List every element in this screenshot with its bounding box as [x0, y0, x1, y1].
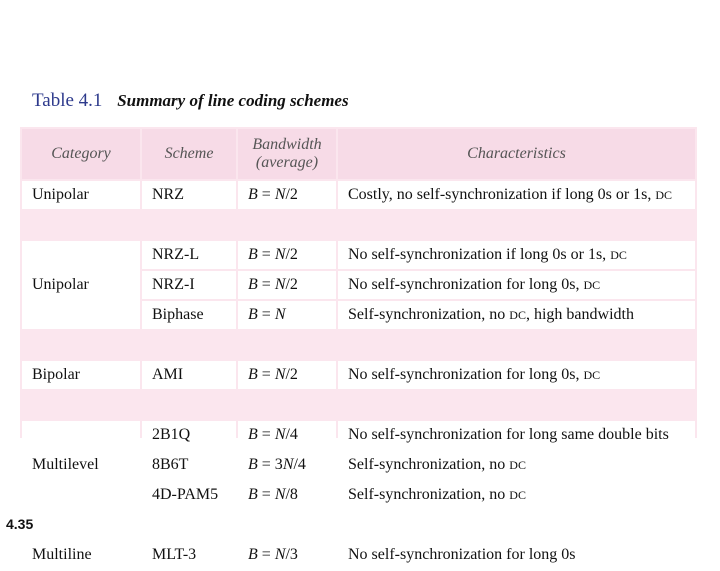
characteristics-cell — [338, 241, 695, 269]
characteristics-cell — [338, 181, 695, 209]
bandwidth-cell — [238, 541, 336, 569]
bw-eq: = — [257, 546, 275, 563]
bandwidth-cell — [238, 421, 336, 449]
table-number: Table 4.1 — [32, 90, 103, 111]
bw-eq: = — [257, 186, 275, 203]
category-cell: Bipolar — [22, 361, 140, 389]
bw-eq: = — [257, 366, 275, 383]
scheme-cell: 8B6T — [142, 451, 236, 479]
table-row — [22, 541, 695, 569]
dc-label: DC — [509, 458, 526, 472]
bw-var: N — [274, 246, 286, 263]
char-text: No self-synchronization for long same double bits — [348, 426, 669, 443]
bw-eq: = — [257, 246, 275, 263]
table-row — [22, 421, 695, 449]
bw-divisor: /2 — [285, 276, 298, 293]
bw-symbol: B — [248, 366, 258, 383]
table-row — [22, 181, 695, 209]
table-row — [22, 241, 695, 269]
bw-eq: = 3 — [257, 456, 283, 473]
bw-divisor: /4 — [293, 456, 306, 473]
group-separator — [22, 211, 695, 239]
bw-symbol: B — [248, 426, 258, 443]
bw-divisor: /2 — [285, 246, 298, 263]
header-scheme: Scheme — [142, 129, 236, 179]
bandwidth-cell — [238, 181, 336, 209]
bw-symbol: B — [248, 456, 258, 473]
bw-eq: = — [257, 276, 275, 293]
header-characteristics: Characteristics — [338, 129, 695, 179]
table-header-row — [22, 129, 695, 179]
scheme-cell: NRZ-I — [142, 271, 236, 299]
bandwidth-cell — [238, 271, 336, 299]
category-cell: Unipolar — [22, 241, 140, 329]
line-coding-table — [20, 127, 697, 571]
characteristics-cell — [338, 361, 695, 389]
dc-label: DC — [610, 248, 627, 262]
char-text: Self-synchronization, no — [348, 486, 506, 503]
dc-label: DC — [509, 308, 526, 322]
bw-symbol: B — [248, 276, 258, 293]
bw-divisor: /2 — [285, 186, 298, 203]
bw-eq: = — [257, 486, 275, 503]
scheme-cell: NRZ-L — [142, 241, 236, 269]
header-bandwidth — [238, 129, 336, 179]
group-separator — [22, 331, 695, 359]
header-category: Category — [22, 129, 140, 179]
bw-symbol: B — [248, 546, 258, 563]
bw-divisor: /8 — [285, 486, 298, 503]
bw-divisor: /3 — [285, 546, 298, 563]
char-after: , high bandwidth — [525, 306, 634, 323]
table-row — [22, 361, 695, 389]
characteristics-cell — [338, 541, 695, 569]
bw-var: N — [274, 486, 286, 503]
scheme-cell: NRZ — [142, 181, 236, 209]
characteristics-cell — [338, 481, 695, 509]
dc-label: DC — [509, 488, 526, 502]
bw-var: N — [274, 366, 286, 383]
characteristics-cell — [338, 301, 695, 329]
category-cell: Multilevel — [22, 421, 140, 509]
header-bandwidth-line2: (average) — [255, 154, 319, 171]
bandwidth-cell — [238, 301, 336, 329]
scheme-cell: 2B1Q — [142, 421, 236, 449]
char-text: Costly, no self-synchronization if long 0s or 1s, — [348, 186, 652, 203]
scheme-cell: AMI — [142, 361, 236, 389]
table-title: Summary of line coding schemes — [117, 91, 349, 110]
characteristics-cell — [338, 271, 695, 299]
char-text: Self-synchronization, no — [348, 306, 506, 323]
table-caption — [32, 90, 349, 112]
category-cell: Unipolar — [22, 181, 140, 209]
group-separator — [22, 391, 695, 419]
bandwidth-cell — [238, 241, 336, 269]
bandwidth-cell — [238, 361, 336, 389]
scheme-cell: 4D-PAM5 — [142, 481, 236, 509]
dc-label: DC — [583, 368, 601, 382]
group-separator — [22, 511, 695, 539]
slide-number: 4.35 — [6, 516, 34, 532]
scheme-cell: MLT-3 — [142, 541, 236, 569]
characteristics-cell — [338, 451, 695, 479]
characteristics-cell — [338, 421, 695, 449]
bw-symbol: B — [248, 306, 258, 323]
char-text: No self-synchronization if long 0s or 1s, — [348, 246, 607, 263]
dc-label: DC — [655, 188, 673, 202]
bw-divisor: /2 — [285, 366, 298, 383]
bw-var: N — [274, 186, 286, 203]
bw-var: N — [274, 546, 286, 563]
char-text: Self-synchronization, no — [348, 456, 506, 473]
char-text: No self-synchronization for long 0s — [348, 546, 576, 563]
bw-symbol: B — [248, 186, 258, 203]
dc-label: DC — [583, 278, 601, 292]
bw-var: N — [282, 456, 294, 473]
bandwidth-cell — [238, 481, 336, 509]
bw-eq: = — [257, 306, 275, 323]
bw-symbol: B — [248, 246, 258, 263]
header-bandwidth-line1: Bandwidth — [252, 136, 322, 153]
char-text: No self-synchronization for long 0s, — [348, 276, 580, 293]
bw-eq: = — [257, 426, 275, 443]
category-cell: Multiline — [22, 541, 140, 569]
bw-divisor: /4 — [285, 426, 298, 443]
bw-symbol: B — [248, 486, 258, 503]
bw-var: N — [274, 306, 286, 323]
bw-var: N — [274, 276, 286, 293]
scheme-cell: Biphase — [142, 301, 236, 329]
bandwidth-cell — [238, 451, 336, 479]
char-text: No self-synchronization for long 0s, — [348, 366, 580, 383]
bw-var: N — [274, 426, 286, 443]
